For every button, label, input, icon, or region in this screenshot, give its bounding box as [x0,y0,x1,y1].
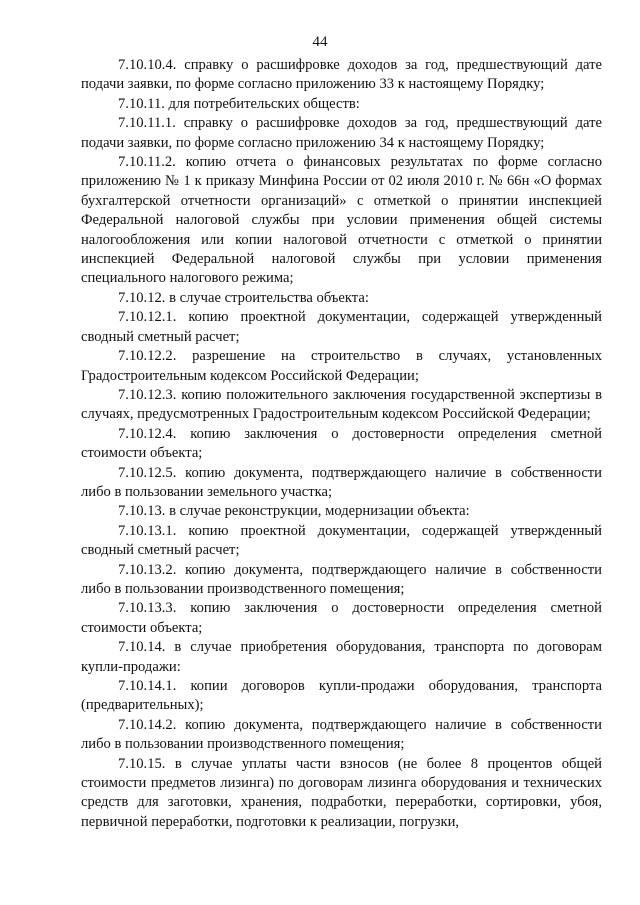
paragraph: 7.10.12.5. копию документа, подтверждающего наличие в собственности либо в пользовании земельного участка; [81,464,602,500]
paragraph: 7.10.12. в случае строительства объекта: [118,289,369,306]
paragraph: 7.10.12.4. копию заключения о достоверности определения сметной стоимости объекта; [81,425,602,462]
paragraph: 7.10.13.1. копию проектной документации, содержащей утвержденный сводный сметный расчет; [81,522,602,559]
paragraph: 7.10.13. в случае реконструкции, модернизации объекта: [118,503,470,520]
paragraph: 7.10.13.3. копию заключения о достоверности определения сметной стоимости объекта; [81,600,602,636]
paragraph: 7.10.12.3. копию положительного заключения государственной экспертизы в случаях, предусмотренных Градостроительным кодексом Российской Федерации; [81,386,602,423]
paragraph: 7.10.12.1. копию проектной документации, содержащей утвержденный сводный сметный расчет; [81,309,602,345]
paragraph: 7.10.11. для потребительских обществ: [118,95,360,112]
paragraph: 7.10.12.2. разрешение на строительство в случаях, установленных Градостроительным кодексом Российской Федерации; [81,348,602,384]
paragraph: 7.10.14.2. копию документа, подтверждающего наличие в собственности либо в пользовании производственного помещения; [81,716,602,753]
paragraph: 7.10.13.2. копию документа, подтверждающего наличие в собственности либо в пользовании производственного помещения; [81,561,602,597]
paragraph: 7.10.15. в случае уплаты части взносов (не более 8 процентов общей стоимости предметов лизинга) по договорам лизинга оборудования и технических средств для заготовки, хранения, подработки, переработки, сортировки, убоя, первичной переработки, подготовки к реализации, погрузки, [81,755,602,830]
paragraph: 7.10.14.1. копии договоров купли-продажи оборудования, транспорта (предварительных); [81,678,602,714]
document-body [81,56,602,832]
paragraph: 7.10.14. в случае приобретения оборудования, транспорта по договорам купли-продажи: [81,639,602,675]
paragraph: 7.10.11.1. справку о расшифровке доходов за год, предшествующий дате подачи заявки, по форме согласно приложению 34 к настоящему Порядку; [81,115,602,151]
page-number: 44 [312,34,328,50]
paragraph: 7.10.11.2. копию отчета о финансовых результатах по форме согласно приложению № 1 к приказу Минфина России от 02 июля 2010 г. № 66н «О формах бухгалтерской отчетности организаций» с отметкой о принятии инспекцией Федеральной налоговой службы при условии применения общей системы налогообложения или копии налоговой отчетности с отметкой о принятии инспекцией Федеральной налоговой службы при условии применения специального налогового режима; [81,154,602,287]
paragraph: 7.10.10.4. справку о расшифровке доходов за год, предшествующий дате подачи заявки, по форме согласно приложению 33 к настоящему Порядку; [81,57,602,93]
